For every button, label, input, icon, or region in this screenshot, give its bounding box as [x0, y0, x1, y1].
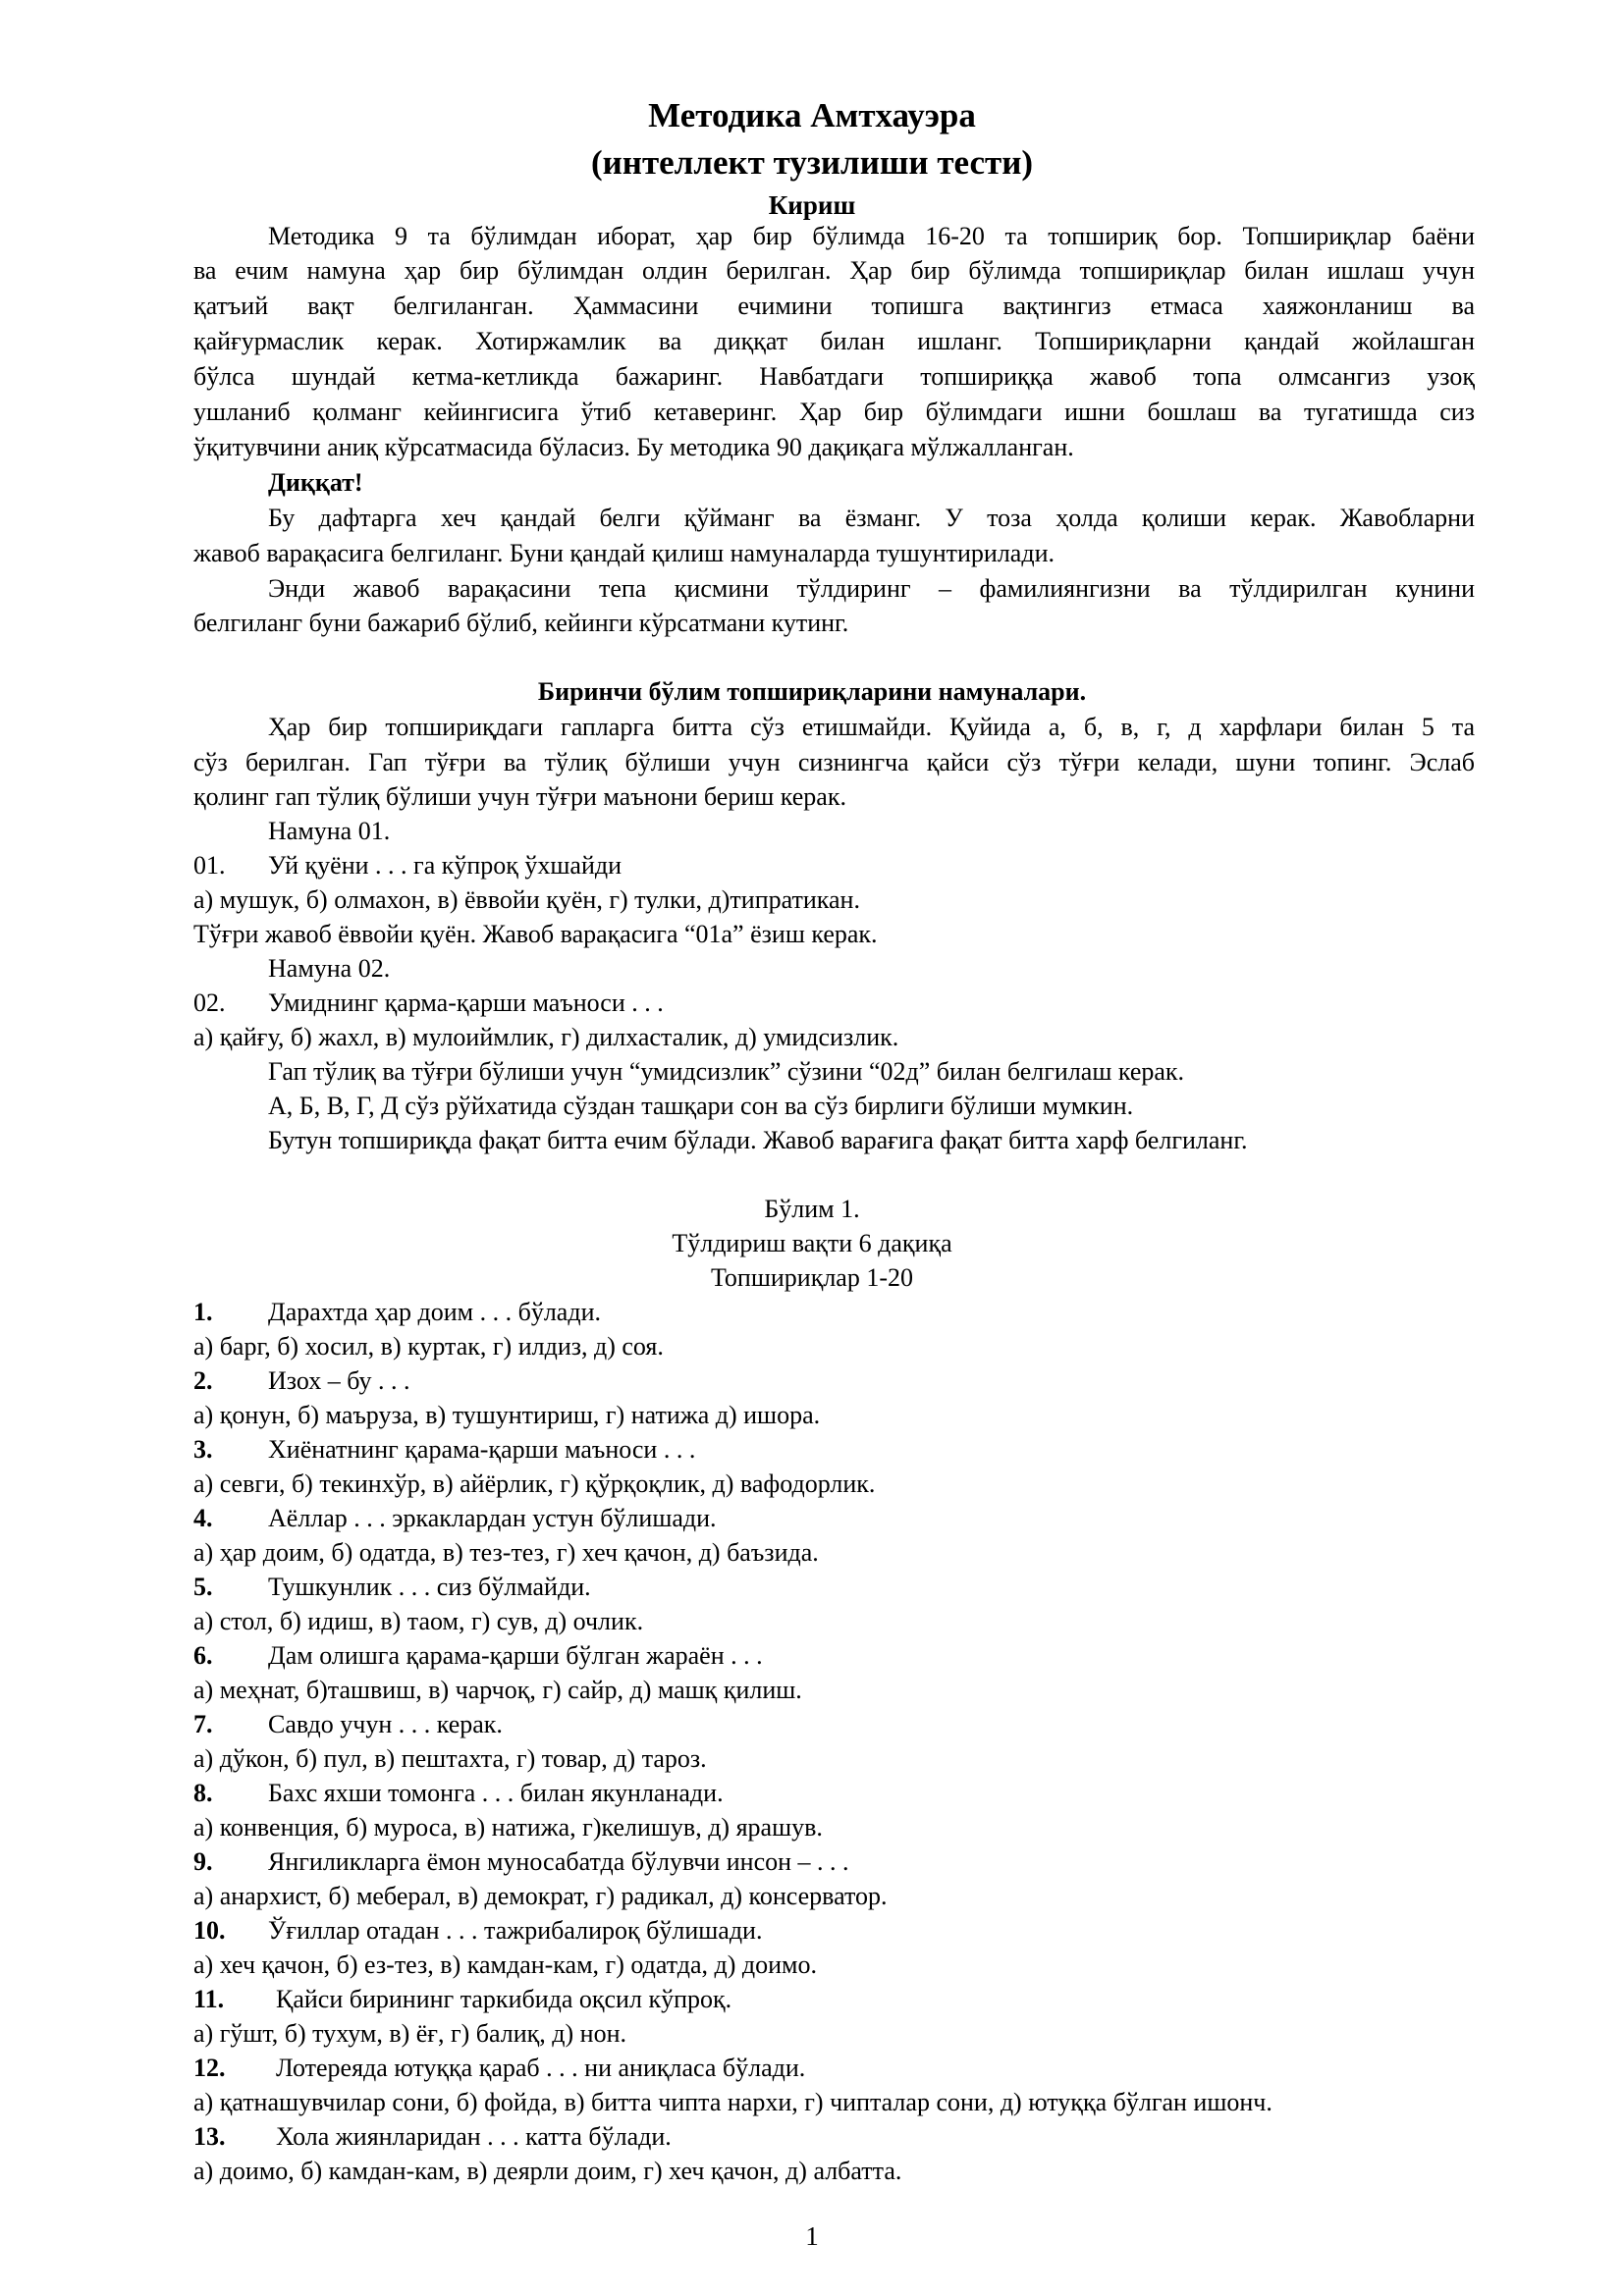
- question-text: Ўғиллар отадан . . . тажрибалироқ бўлишади.: [268, 1916, 763, 1945]
- question-number: 12.: [193, 2054, 226, 2082]
- page-number: 1: [805, 2221, 819, 2251]
- intro-line: ўқитувчини аниқ кўрсатмасида бўласиз. Бу методика 90 дақиқага мўлжалланган.: [193, 433, 1074, 461]
- intro-line: ушланиб қолманг кейингисига ўтиб кетаверинг. Ҳар бир бўлимдаги ишни бошлаш ва тугатишда сиз: [193, 398, 1475, 426]
- question-options: а) қонун, б) маъруза, в) тушунтириш, г) натижа д) ишора.: [193, 1401, 821, 1429]
- attention-line: жавоб варақасига белгиланг. Буни қандай қилиш намуналарда тушунтирилади.: [193, 539, 1055, 567]
- question-text: Дам олишга қарама-қарши бўлган жараён . . .: [268, 1641, 763, 1670]
- question-options: а) гўшт, б) тухум, в) ёғ, г) балиқ, д) нон.: [193, 2019, 627, 2048]
- question-text: Изох – бу . . .: [268, 1366, 410, 1395]
- question-options: а) доимо, б) камдан-кам, в) деярли доим, г) хеч қачон, д) албатта.: [193, 2157, 902, 2185]
- note-line: Бутун топшириқда фақат битта ечим бўлади. Жавоб варағига фақат битта харф белгиланг.: [268, 1126, 1248, 1154]
- samples-intro-line: Ҳар бир топшириқдаги гапларга битта сўз етишмайди. Қуйида а, б, в, г, д харфлари билан 5 та: [268, 713, 1475, 741]
- question-text: Тушкунлик . . . сиз бўлмайди.: [268, 1573, 591, 1601]
- title-line-1: Методика Амтхауэра: [648, 96, 976, 134]
- sample-label: Намуна 01.: [268, 817, 391, 845]
- question-options: а) стол, б) идиш, в) таом, г) сув, д) очлик.: [193, 1607, 644, 1635]
- sample-question: Умиднинг қарма-қарши маъноси . . .: [268, 988, 664, 1017]
- intro-heading: Кириш: [768, 190, 856, 220]
- question-number: 5.: [193, 1573, 213, 1601]
- question-number: 11.: [193, 1985, 225, 2013]
- sample-options: а) мушук, б) олмахон, в) ёввойи қуён, г) тулки, д)типратикан.: [193, 885, 860, 914]
- intro-line: ва ечим намуна ҳар бир бўлимдан олдин берилган. Ҳар бир бўлимда топшириқлар билан ишлаш учун: [193, 256, 1475, 285]
- section-tasks: Топшириқлар 1-20: [711, 1263, 913, 1292]
- attention-line: Энди жавоб варақасини тепа қисмини тўлдиринг – фамилиянгизни ва тўлдирилган кунини: [268, 574, 1475, 603]
- question-options: а) хеч қачон, б) ез-тез, в) камдан-кам, г) одатда, д) доимо.: [193, 1950, 817, 1979]
- sample-answer: Гап тўлиқ ва тўғри бўлиши учун “умидсизлик” сўзини “02д” билан белгилаш керак.: [268, 1057, 1185, 1086]
- question-number: 9.: [193, 1847, 213, 1876]
- question-text: Хола жиянларидан . . . катта бўлади.: [276, 2122, 672, 2151]
- section-time: Тўлдириш вақти 6 дақиқа: [672, 1229, 952, 1257]
- question-options: а) меҳнат, б)ташвиш, в) чарчоқ, г) сайр, д) машқ қилиш.: [193, 1676, 802, 1704]
- samples-heading: Биринчи бўлим топшириқларини намуналари.: [537, 677, 1087, 706]
- samples-intro-line: сўз берилган. Гап тўғри ва тўлиқ бўлиши учун сизнингча қайси сўз тўғри келади, шуни топинг. Эслаб: [193, 748, 1475, 776]
- question-options: а) конвенция, б) муроса, в) натижа, г)келишув, д) ярашув.: [193, 1813, 823, 1842]
- note-line: А, Б, В, Г, Д сўз рўйхатида сўздан ташқари сон ва сўз бирлиги бўлиши мумкин.: [268, 1092, 1134, 1120]
- question-number: 2.: [193, 1366, 213, 1395]
- intro-line: бўлса шундай кетма-кетликда бажаринг. Навбатдаги топшириққа жавоб топа олмсангиз узоқ: [193, 362, 1475, 391]
- question-text: Савдо учун . . . керак.: [268, 1710, 503, 1738]
- sample-number: 02.: [193, 988, 226, 1017]
- intro-line: Методика 9 та бўлимдан иборат, ҳар бир бўлимда 16-20 та топшириқ бор. Топшириқлар баёни: [268, 222, 1475, 250]
- section-name: Бўлим 1.: [764, 1195, 860, 1223]
- question-options: а) севги, б) текинхўр, в) айёрлик, г) қўрқоқлик, д) вафодорлик.: [193, 1469, 876, 1498]
- question-number: 4.: [193, 1504, 213, 1532]
- question-number: 13.: [193, 2122, 226, 2151]
- question-text: Бахс яхши томонга . . . билан якунланади.: [268, 1779, 724, 1807]
- attention-line: Бу дафтарга хеч қандай белги қўйманг ва ёзманг. У тоза ҳолда қолиши керак. Жавобларни: [268, 504, 1475, 532]
- intro-line: қайғурмаслик керак. Хотиржамлик ва диққат билан ишланг. Топшириқларни қандай жойлашган: [193, 327, 1475, 355]
- question-text: Қайси бирининг таркибида оқсил кўпроқ.: [276, 1985, 732, 2013]
- question-options: а) ҳар доим, б) одатда, в) тез-тез, г) хеч қачон, д) баъзида.: [193, 1538, 819, 1567]
- question-number: 3.: [193, 1435, 213, 1464]
- samples-intro-line: қолинг гап тўлиқ бўлиши учун тўғри маънони бериш керак.: [193, 782, 846, 811]
- question-options: а) анархист, б) меберал, в) демократ, г) радикал, д) консерватор.: [193, 1882, 888, 1910]
- question-number: 10.: [193, 1916, 226, 1945]
- question-text: Дарахтда ҳар доим . . . бўлади.: [268, 1298, 601, 1326]
- sample-answer: Тўғри жавоб ёввойи қуён. Жавоб варақасига “01а” ёзиш керак.: [193, 920, 878, 948]
- question-text: Аёллар . . . эркаклардан устун бўлишади.: [268, 1504, 717, 1532]
- sample-label: Намуна 02.: [268, 954, 391, 983]
- intro-line: қатъий вақт белгиланган. Ҳаммасини ечимини топишга вақтингиз етмаса хаяжонланиш ва: [193, 292, 1475, 320]
- question-options: а) барг, б) хосил, в) куртак, г) илдиз, д) соя.: [193, 1332, 664, 1361]
- attention-heading: Диққат!: [268, 468, 363, 497]
- question-text: Лотереяда ютуққа қараб . . . ни аниқласа бўлади.: [276, 2054, 806, 2082]
- question-text: Хиёнатнинг қарама-қарши маъноси . . .: [268, 1435, 696, 1464]
- question-number: 7.: [193, 1710, 213, 1738]
- question-options: а) қатнашувчилар сони, б) фойда, в) битта чипта нархи, г) чипталар сони, д) ютуққа бўлган ишонч.: [193, 2088, 1272, 2116]
- sample-number: 01.: [193, 851, 226, 880]
- sample-options: а) қайғу, б) жахл, в) мулоиймлик, г) дилхасталик, д) умидсизлик.: [193, 1023, 899, 1051]
- question-number: 6.: [193, 1641, 213, 1670]
- attention-line: белгиланг буни бажариб бўлиб, кейинги кўрсатмани кутинг.: [193, 609, 849, 637]
- question-number: 1.: [193, 1298, 213, 1326]
- question-text: Янгиликларга ёмон муносабатда бўлувчи инсон – . . .: [268, 1847, 849, 1876]
- sample-question: Уй қуёни . . . га кўпроқ ўхшайди: [268, 851, 623, 880]
- question-options: а) дўкон, б) пул, в) пештахта, г) товар, д) тароз.: [193, 1744, 707, 1773]
- question-number: 8.: [193, 1779, 213, 1807]
- title-line-2: (интеллект тузилиши тести): [590, 143, 1034, 182]
